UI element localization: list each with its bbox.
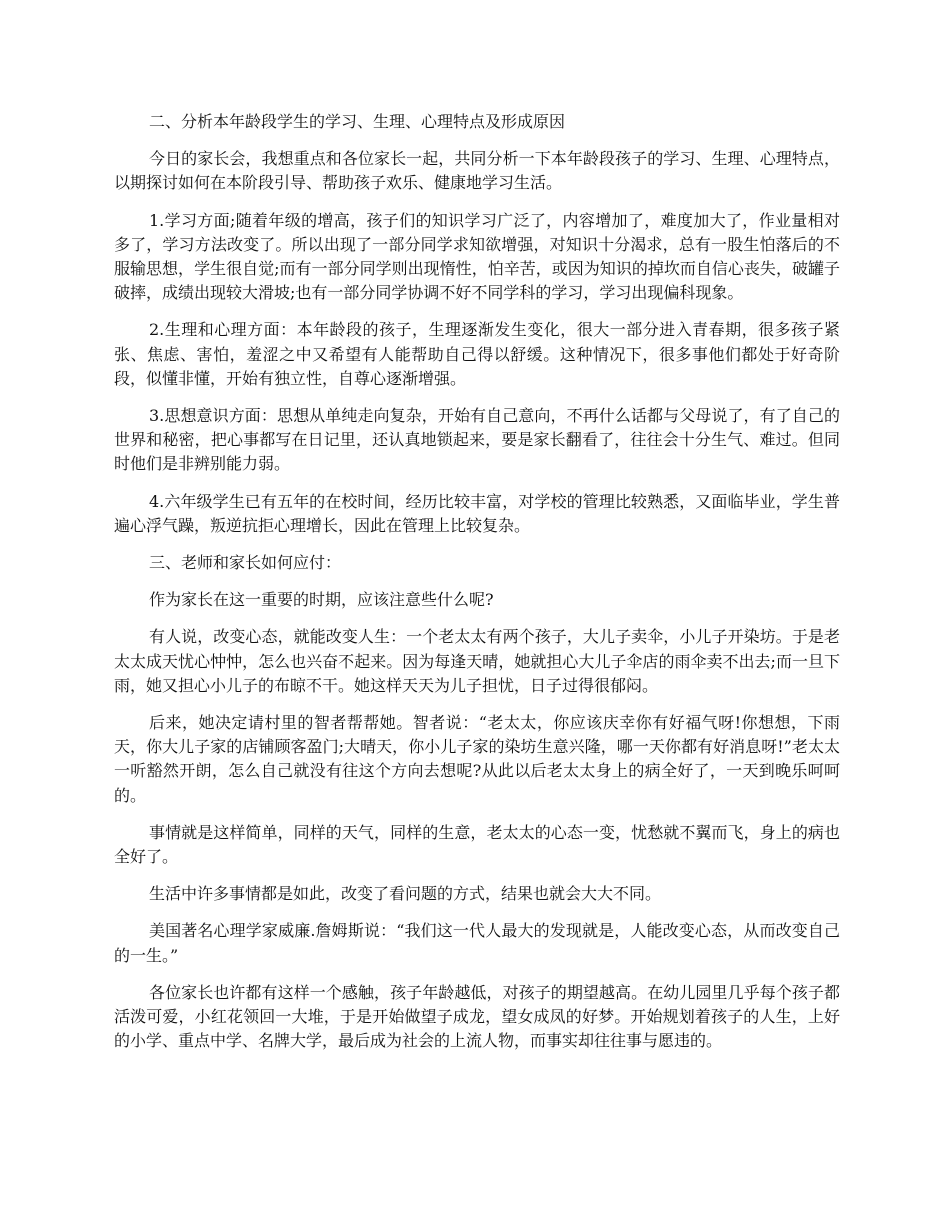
intro-paragraph: 今日的家长会，我想重点和各位家长一起，共同分析一下本年龄段孩子的学习、生理、心理特点，以期探讨如何在本阶段引导、帮助孩子欢乐、健康地学习生活。 <box>114 149 840 193</box>
quote-paragraph: 美国著名心理学家威廉.詹姆斯说：“我们这一代人最大的发现就是，人能改变心态，从而改变自己的一生。” <box>114 921 840 965</box>
point-4-sixth-grade: 4.六年级学生已有五年的在校时间，经历比较丰富，对学校的管理比较熟悉，又面临毕业，学生普遍心浮气躁，叛逆抗拒心理增长，因此在管理上比较复杂。 <box>114 491 840 535</box>
lesson-paragraph: 生活中许多事情都是如此，改变了看问题的方式，结果也就会大大不同。 <box>149 884 662 904</box>
closing-paragraph: 各位家长也许都有这样一个感触，孩子年龄越低，对孩子的期望越高。在幼儿园里几乎每个孩子都活泼可爱，小红花领回一大堆，于是开始做望子成龙，望女成凤的好梦。开始规划着孩子的人生，上好的小学、重点中学、名牌大学，最后成为社会的上流人物，而事实却往往事与愿违的。 <box>114 982 840 1051</box>
story-paragraph-1: 有人说，改变心态，就能改变人生：一个老太太有两个孩子，大儿子卖伞，小儿子开染坊。于是老太太成天忧心忡忡，怎么也兴奋不起来。因为每逢天晴，她就担心大儿子伞店的雨伞卖不出去;而一旦下雨，她又担心小儿子的布晾不干。她这样天天为儿子担忧，日子过得很郁闷。 <box>114 627 840 695</box>
section-heading-response: 三、老师和家长如何应付： <box>149 553 342 573</box>
point-1-study: 1.学习方面;随着年级的增高，孩子们的知识学习广泛了，内容增加了，难度加大了，作业量相对多了，学习方法改变了。所以出现了一部分同学求知欲增强，对知识十分渴求，总有一股生怕落后的不服输思想，学生很自觉;而有一部分同学则出现惰性，怕辛苦，或因为知识的掉坎而自信心丧失，破罐子破摔，成绩出现较大滑坡;也有一部分同学协调不好不同学科的学习，学习出现偏科现象。 <box>114 210 840 303</box>
question-paragraph: 作为家长在这一重要的时期，应该注意些什么呢? <box>149 590 494 610</box>
story-paragraph-2: 后来，她决定请村里的智者帮帮她。智者说：“老太太，你应该庆幸你有好福气呀!你想想，下雨天，你大儿子家的店铺顾客盈门;大晴天，你小儿子家的染坊生意兴隆，哪一天你都有好消息呀!”老太太一听豁然开朗，怎么自己就没有往这个方向去想呢?从此以后老太太身上的病全好了，一天到晚乐呵呵的。 <box>114 713 840 805</box>
point-2-physiology-psychology: 2.生理和心理方面：本年龄段的孩子，生理逐渐发生变化，很大一部分进入青春期，很多孩子紧张、焦虑、害怕，羞涩之中又希望有人能帮助自己得以舒缓。这种情况下，很多事他们都处于好奇阶段，似懂非懂，开始有独立性，自尊心逐渐增强。 <box>114 320 840 388</box>
story-paragraph-3: 事情就是这样简单，同样的天气，同样的生意，老太太的心态一变，忧愁就不翼而飞，身上的病也全好了。 <box>114 822 840 867</box>
section-heading-analysis: 二、分析本年龄段学生的学习、生理、心理特点及形成原因 <box>149 112 566 131</box>
point-3-thinking: 3.思想意识方面：思想从单纯走向复杂，开始有自己意向，不再什么话都与父母说了，有了自己的世界和秘密，把心事都写在日记里，还认真地锁起来，要是家长翻看了，往往会十分生气、难过。但同时他们是非辨别能力弱。 <box>114 406 840 474</box>
